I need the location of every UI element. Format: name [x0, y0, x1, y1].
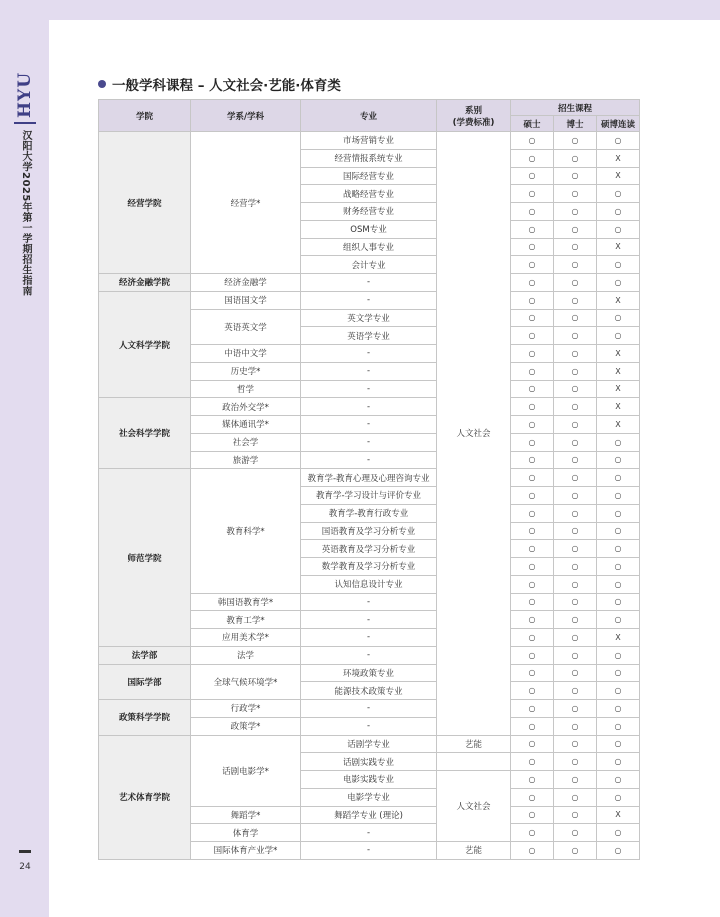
doctor-cell: ○ [554, 327, 597, 345]
integrated-cell: X [597, 149, 640, 167]
department-cell: 旅游学 [191, 451, 301, 469]
department-cell: 舞蹈学* [191, 806, 301, 824]
page-number-bar [19, 850, 31, 853]
department-cell: 历史学* [191, 362, 301, 380]
major-cell: - [301, 362, 437, 380]
doctor-cell: ○ [554, 824, 597, 842]
major-cell: 组织人事专业 [301, 238, 437, 256]
master-cell: ○ [511, 433, 554, 451]
top-color-band [0, 0, 720, 20]
master-cell: ○ [511, 664, 554, 682]
integrated-cell: ○ [597, 842, 640, 860]
master-cell: ○ [511, 398, 554, 416]
integrated-cell: ○ [597, 540, 640, 558]
integrated-cell: ○ [597, 185, 640, 203]
master-cell: ○ [511, 220, 554, 238]
college-cell: 经营学院 [99, 132, 191, 274]
master-cell: ○ [511, 771, 554, 789]
college-cell: 艺术体育学院 [99, 735, 191, 859]
doctor-cell: ○ [554, 451, 597, 469]
table-row [99, 700, 640, 718]
master-cell: ○ [511, 487, 554, 505]
doctor-cell: ○ [554, 309, 597, 327]
integrated-cell: ○ [597, 451, 640, 469]
major-cell: - [301, 274, 437, 292]
series-cell: 艺能 [437, 735, 511, 753]
major-cell: - [301, 824, 437, 842]
major-cell: - [301, 611, 437, 629]
integrated-cell: ○ [597, 504, 640, 522]
integrated-cell: ○ [597, 469, 640, 487]
major-cell: - [301, 451, 437, 469]
table-row [99, 735, 640, 753]
doctor-cell: ○ [554, 433, 597, 451]
master-cell: ○ [511, 629, 554, 647]
college-cell: 法学部 [99, 646, 191, 664]
integrated-cell: ○ [597, 735, 640, 753]
major-cell: 英文学专业 [301, 309, 437, 327]
doctor-cell: ○ [554, 540, 597, 558]
doctor-cell: ○ [554, 611, 597, 629]
master-cell: ○ [511, 540, 554, 558]
major-cell: 能源技术政策专业 [301, 682, 437, 700]
integrated-cell: X [597, 380, 640, 398]
college-cell: 人文科学学院 [99, 291, 191, 398]
master-cell: ○ [511, 362, 554, 380]
department-cell: 政策学* [191, 717, 301, 735]
series-cell: 人文社会 [437, 771, 511, 842]
master-cell: ○ [511, 753, 554, 771]
master-cell: ○ [511, 682, 554, 700]
series-cell: 人文社会 [437, 132, 511, 736]
master-cell: ○ [511, 558, 554, 576]
master-cell: ○ [511, 593, 554, 611]
department-cell: 应用美术学* [191, 629, 301, 647]
header-integrated: 硕博连读 [597, 116, 640, 132]
integrated-cell: ○ [597, 593, 640, 611]
major-cell: 话剧学专业 [301, 735, 437, 753]
doctor-cell: ○ [554, 362, 597, 380]
integrated-cell: X [597, 291, 640, 309]
department-cell: 英语英文学 [191, 309, 301, 345]
department-cell: 全球气候环境学* [191, 664, 301, 700]
integrated-cell: X [597, 416, 640, 434]
major-cell: 教育学-教育行政专业 [301, 504, 437, 522]
department-cell: 教育科学* [191, 469, 301, 593]
major-cell: - [301, 842, 437, 860]
header-college: 学院 [99, 100, 191, 132]
doctor-cell: ○ [554, 735, 597, 753]
major-cell: 电影实践专业 [301, 771, 437, 789]
bullet-dot-icon [98, 80, 106, 88]
doctor-cell: ○ [554, 345, 597, 363]
page-number: 24 [19, 862, 31, 872]
doctor-cell: ○ [554, 575, 597, 593]
master-cell: ○ [511, 788, 554, 806]
doctor-cell: ○ [554, 700, 597, 718]
table-row [99, 664, 640, 682]
department-cell: 国语国文学 [191, 291, 301, 309]
master-cell: ○ [511, 256, 554, 274]
section-title: 一般学科课程 – 人文社会·艺能·体育类 [112, 78, 341, 94]
doctor-cell: ○ [554, 256, 597, 274]
master-cell: ○ [511, 700, 554, 718]
integrated-cell: ○ [597, 132, 640, 150]
doctor-cell: ○ [554, 629, 597, 647]
integrated-cell: ○ [597, 646, 640, 664]
table-row [99, 291, 640, 309]
department-cell: 哲学 [191, 380, 301, 398]
department-cell: 中语中文学 [191, 345, 301, 363]
integrated-cell: ○ [597, 824, 640, 842]
major-cell: - [301, 416, 437, 434]
doctor-cell: ○ [554, 220, 597, 238]
table-header [99, 100, 640, 132]
major-cell: 国语教育及学习分析专业 [301, 522, 437, 540]
series-cell [437, 753, 511, 771]
major-cell: 舞蹈学专业 (理论) [301, 806, 437, 824]
major-cell: 战略经营专业 [301, 185, 437, 203]
integrated-cell: ○ [597, 717, 640, 735]
master-cell: ○ [511, 309, 554, 327]
college-cell: 师范学院 [99, 469, 191, 647]
master-cell: ○ [511, 345, 554, 363]
major-cell: 环境政策专业 [301, 664, 437, 682]
integrated-cell: X [597, 629, 640, 647]
department-cell: 体育学 [191, 824, 301, 842]
doctor-cell: ○ [554, 203, 597, 221]
integrated-cell: ○ [597, 575, 640, 593]
major-cell: 教育学-教育心理及心理咨询专业 [301, 469, 437, 487]
header-series-label: 系别 [464, 105, 482, 116]
major-cell: 财务经营专业 [301, 203, 437, 221]
master-cell: ○ [511, 416, 554, 434]
major-cell: - [301, 398, 437, 416]
master-cell: ○ [511, 824, 554, 842]
major-cell: 教育学-学习设计与评价专业 [301, 487, 437, 505]
master-cell: ○ [511, 291, 554, 309]
table-row [99, 398, 640, 416]
master-cell: ○ [511, 149, 554, 167]
master-cell: ○ [511, 717, 554, 735]
major-cell: 会计专业 [301, 256, 437, 274]
doctor-cell: ○ [554, 149, 597, 167]
integrated-cell: ○ [597, 522, 640, 540]
integrated-cell: ○ [597, 220, 640, 238]
integrated-cell: X [597, 398, 640, 416]
major-cell: - [301, 593, 437, 611]
integrated-cell: ○ [597, 274, 640, 292]
header-department: 学系/学科 [191, 100, 301, 132]
master-cell: ○ [511, 167, 554, 185]
integrated-cell: ○ [597, 487, 640, 505]
doctor-cell: ○ [554, 416, 597, 434]
doctor-cell: ○ [554, 806, 597, 824]
master-cell: ○ [511, 185, 554, 203]
department-cell: 社会学 [191, 433, 301, 451]
integrated-cell: ○ [597, 611, 640, 629]
doctor-cell: ○ [554, 717, 597, 735]
integrated-cell: X [597, 238, 640, 256]
section-heading [98, 74, 341, 94]
major-cell: 市场营销专业 [301, 132, 437, 150]
doctor-cell: ○ [554, 469, 597, 487]
master-cell: ○ [511, 842, 554, 860]
major-cell: OSM专业 [301, 220, 437, 238]
doctor-cell: ○ [554, 558, 597, 576]
master-cell: ○ [511, 327, 554, 345]
doctor-cell: ○ [554, 771, 597, 789]
header-series-sub: (学费标准) [452, 117, 495, 128]
doctor-cell: ○ [554, 380, 597, 398]
logo-underline [14, 122, 36, 124]
doctor-cell: ○ [554, 167, 597, 185]
integrated-cell: ○ [597, 558, 640, 576]
doctor-cell: ○ [554, 788, 597, 806]
college-cell: 政策科学学院 [99, 700, 191, 736]
master-cell: ○ [511, 575, 554, 593]
master-cell: ○ [511, 238, 554, 256]
major-cell: 数学教育及学习分析专业 [301, 558, 437, 576]
integrated-cell: ○ [597, 203, 640, 221]
doctor-cell: ○ [554, 238, 597, 256]
department-cell: 韩国语教育学* [191, 593, 301, 611]
integrated-cell: ○ [597, 788, 640, 806]
master-cell: ○ [511, 611, 554, 629]
guide-title-vertical: 汉阳大学2025年第一学期招生指南 [20, 130, 31, 297]
department-cell: 行政学* [191, 700, 301, 718]
doctor-cell: ○ [554, 664, 597, 682]
integrated-cell: ○ [597, 771, 640, 789]
master-cell: ○ [511, 735, 554, 753]
major-cell: 经营情报系统专业 [301, 149, 437, 167]
doctor-cell: ○ [554, 522, 597, 540]
header-series [437, 100, 511, 132]
header-major: 专业 [301, 100, 437, 132]
doctor-cell: ○ [554, 291, 597, 309]
table-row [99, 646, 640, 664]
program-table [98, 99, 640, 860]
major-cell: 国际经营专业 [301, 167, 437, 185]
doctor-cell: ○ [554, 593, 597, 611]
doctor-cell: ○ [554, 682, 597, 700]
master-cell: ○ [511, 504, 554, 522]
integrated-cell: X [597, 806, 640, 824]
major-cell: 英语学专业 [301, 327, 437, 345]
department-cell: 经营学* [191, 132, 301, 274]
major-cell: 电影学专业 [301, 788, 437, 806]
doctor-cell: ○ [554, 132, 597, 150]
university-logo: HYU [15, 71, 35, 119]
integrated-cell: X [597, 345, 640, 363]
master-cell: ○ [511, 380, 554, 398]
department-cell: 政治外交学* [191, 398, 301, 416]
department-cell: 法学 [191, 646, 301, 664]
integrated-cell: ○ [597, 309, 640, 327]
major-cell: - [301, 646, 437, 664]
major-cell: - [301, 433, 437, 451]
master-cell: ○ [511, 646, 554, 664]
master-cell: ○ [511, 469, 554, 487]
table-body [99, 132, 640, 860]
major-cell: - [301, 291, 437, 309]
doctor-cell: ○ [554, 398, 597, 416]
integrated-cell: ○ [597, 682, 640, 700]
department-cell: 经济金融学 [191, 274, 301, 292]
integrated-cell: ○ [597, 327, 640, 345]
header-master: 硕士 [511, 116, 554, 132]
doctor-cell: ○ [554, 504, 597, 522]
doctor-cell: ○ [554, 274, 597, 292]
doctor-cell: ○ [554, 185, 597, 203]
college-cell: 国际学部 [99, 664, 191, 700]
master-cell: ○ [511, 274, 554, 292]
major-cell: - [301, 380, 437, 398]
doctor-cell: ○ [554, 646, 597, 664]
integrated-cell: ○ [597, 664, 640, 682]
major-cell: 话剧实践专业 [301, 753, 437, 771]
integrated-cell: ○ [597, 256, 640, 274]
integrated-cell: ○ [597, 700, 640, 718]
major-cell: 英语教育及学习分析专业 [301, 540, 437, 558]
major-cell: - [301, 345, 437, 363]
department-cell: 国际体育产业学* [191, 842, 301, 860]
college-cell: 社会科学学院 [99, 398, 191, 469]
major-cell: - [301, 717, 437, 735]
integrated-cell: ○ [597, 753, 640, 771]
college-cell: 经济金融学院 [99, 274, 191, 292]
integrated-cell: ○ [597, 433, 640, 451]
doctor-cell: ○ [554, 842, 597, 860]
master-cell: ○ [511, 806, 554, 824]
master-cell: ○ [511, 203, 554, 221]
major-cell: - [301, 629, 437, 647]
department-cell: 媒体通讯学* [191, 416, 301, 434]
table-row [99, 469, 640, 487]
integrated-cell: X [597, 362, 640, 380]
master-cell: ○ [511, 451, 554, 469]
series-cell: 艺能 [437, 842, 511, 860]
department-cell: 话剧电影学* [191, 735, 301, 806]
table-row [99, 274, 640, 292]
header-programs: 招生课程 [511, 100, 640, 116]
doctor-cell: ○ [554, 487, 597, 505]
integrated-cell: X [597, 167, 640, 185]
master-cell: ○ [511, 522, 554, 540]
master-cell: ○ [511, 132, 554, 150]
major-cell: - [301, 700, 437, 718]
major-cell: 认知信息设计专业 [301, 575, 437, 593]
department-cell: 教育工学* [191, 611, 301, 629]
header-doctor: 博士 [554, 116, 597, 132]
doctor-cell: ○ [554, 753, 597, 771]
table-row [99, 132, 640, 150]
